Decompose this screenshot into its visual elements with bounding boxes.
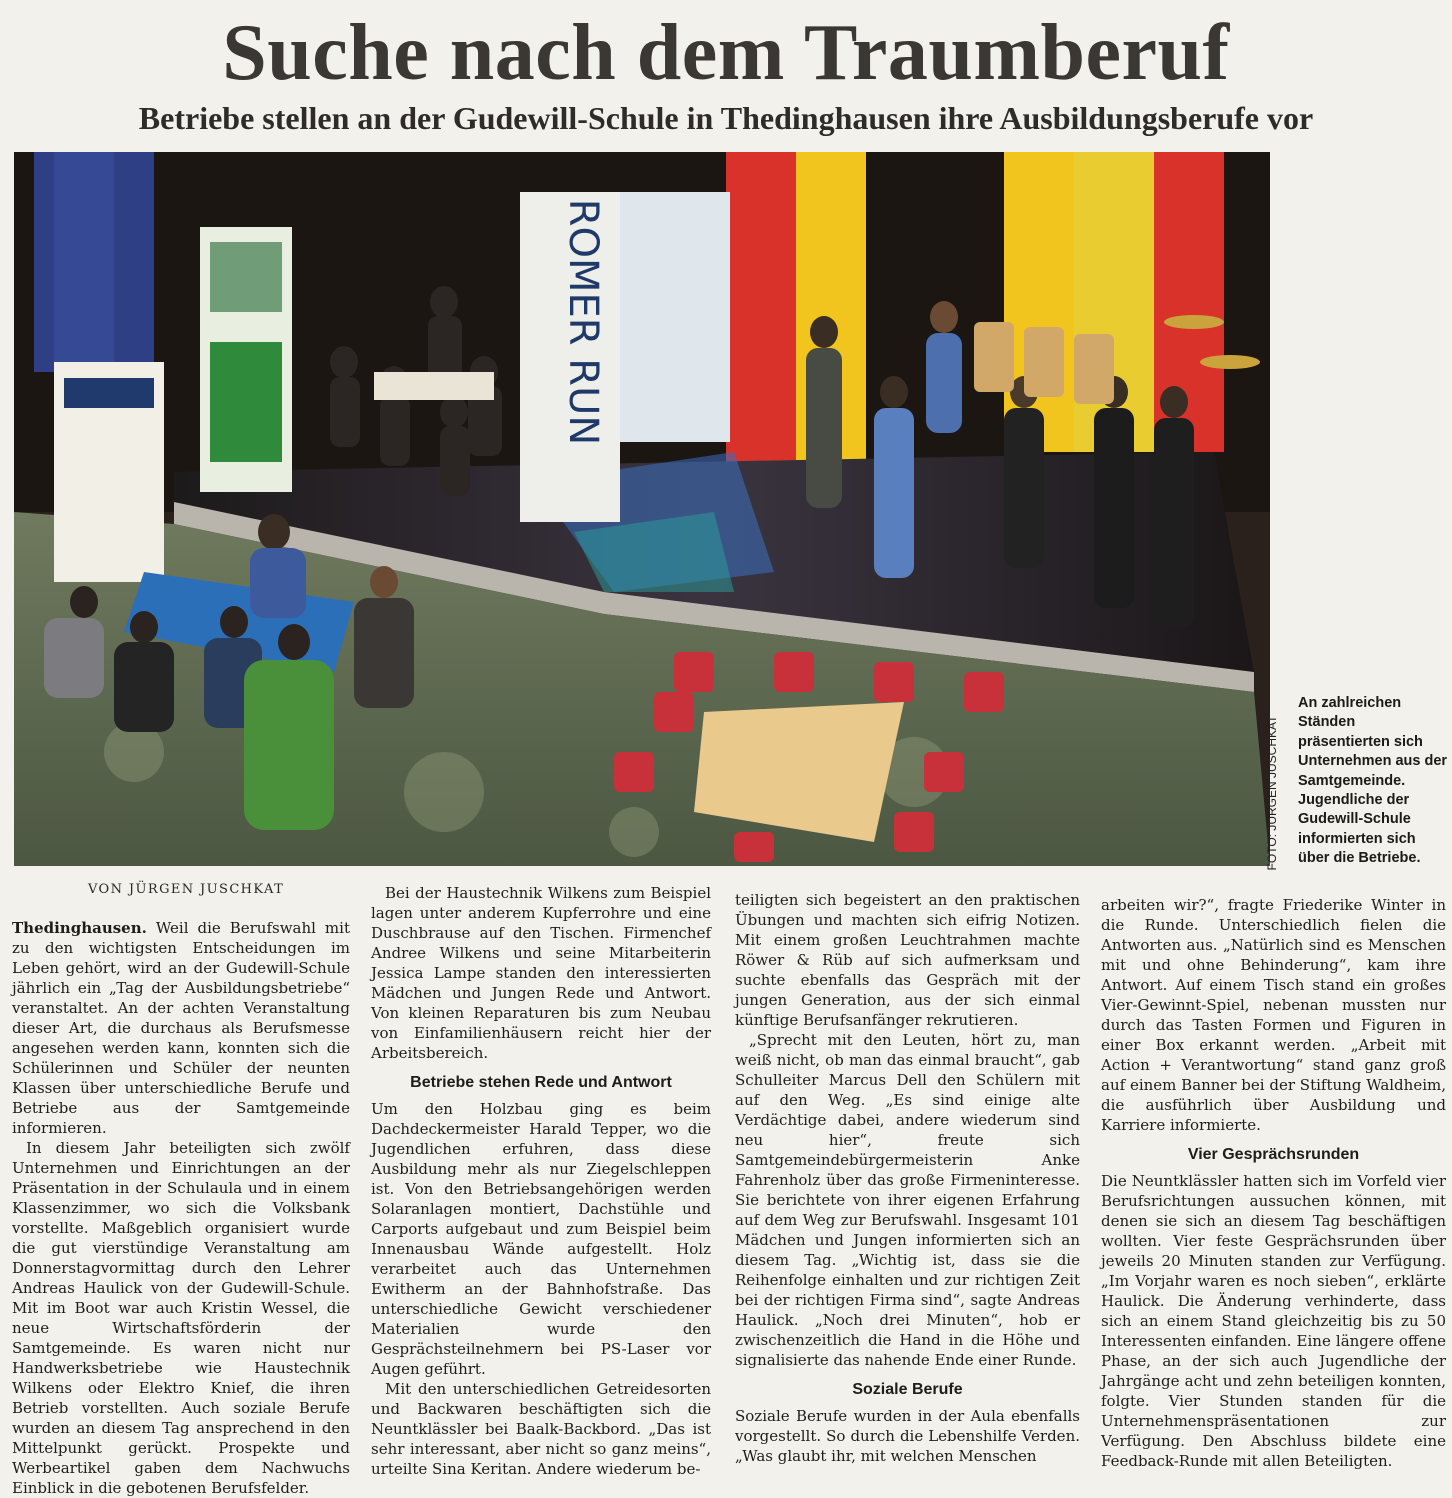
column-1 (12, 918, 350, 1498)
subheading: Soziale Berufe (852, 1381, 963, 1398)
paragraph: „Sprecht mit den Leuten, hört zu, man weiß nicht, ob man das einmal braucht“, gab Schulleiter Marcus Dell den Schülern mit auf den Weg. „Es sind einige alte Verdächtige dabei, andere wiederum sind neu hier“, freute sich Samtgemeindebürgermeisterin Anke Fahrenholz über das große Firmeninteresse. Sie berichtete von ihrer eigenen Erfahrung auf dem Weg zur Berufswahl. Insgesamt 101 Mädchen und Jungen informierten sich an diesem Tag. „Wichtig ist, dass sie die Reihenfolge einhalten und zur richtigen Zeit bei der richtigen Firma sind“, sagte Andreas Haulick. „Noch drei Minuten“, hob er zwischenzeitlich die Hand in die Höhe und signalisierte das nahende Ende einer Runde. (735, 1031, 1080, 1369)
paragraph: Um den Holzbau ging es beim Dachdeckermeister Harald Tepper, wo die Jugendlichen erfuhren, dass diese Ausbildung mehr als nur Ziegelschleppen ist. Von den Betriebsangehörigen werden Solaranlagen montiert, Dachstühle und Carports aufgebaut und zum Beispiel beim Innenausbau Wände aufgestellt. Holz verarbeitet auch das Unternehmen Ewitherm an der Bahnhofstraße. Das unterschiedliche Gewicht verschiedener Materialien wurde den Gesprächsteilnehmern bei PS-Laser vor Augen geführt. (371, 1100, 711, 1378)
paragraph-text: Weil die Berufswahl mit zu den wichtigsten Entscheidungen im Leben gehört, wird an der Gudewill-Schule jährlich ein „Tag der Ausbildungsbetriebe“ veranstaltet. An der achten Veranstaltung dieser Art, die durchaus als Berufsmesse angesehen werden kann, konnten sich die Schülerinnen und Schüler der neunten Klassen über unterschiedliche Berufe und Betriebe aus der Samtgemeinde informieren. (12, 919, 350, 1137)
column-2 (371, 883, 711, 1479)
photo-caption: An zahlreichen Ständen präsentierten sich Unternehmen aus der Samtgemeinde. Jugendliche der Gudewill-Schule informierten sich über die Betriebe. (1298, 695, 1448, 867)
dateline: Thedinghausen. (12, 919, 147, 937)
banner-text: ROMER RUN (560, 198, 606, 446)
subheading: Betriebe stehen Rede und Antwort (410, 1074, 672, 1091)
article-photo (14, 152, 1270, 866)
article-subheadline: Betriebe stellen an der Gudewill-Schule in Thedinghausen ihre Ausbildungsberufe vor (138, 100, 1314, 136)
paragraph: Soziale Berufe wurden in der Aula ebenfalls vorgestellt. So durch die Lebenshilfe Verden. „Was glaubt ihr, mit welchen Menschen (735, 1407, 1080, 1465)
subheading: Vier Gesprächsrunden (1187, 1146, 1360, 1163)
byline: VON JÜRGEN JUSCHKAT (88, 882, 285, 897)
paragraph: arbeiten wir?“, fragte Friederike Winter in die Runde. Unterschiedlich fielen die Antworten aus. „Natürlich sind es Menschen mit und ohne Behinderung“, kam ihre Antwort. Auf einem Tisch stand ein großes Vier-Gewinnt-Spiel, nebenan mussten nur durch das Tasten Formen und Figuren in einer Box erkannt werden. „Arbeit mit Action + Verantwortung“ stand ganz groß auf einem Banner bei der Stiftung Waldheim, die ausführlich über Ausbildung und Karriere informierte. (1101, 896, 1446, 1134)
column-4 (1101, 895, 1446, 1471)
photo-credit: FOTO: JÜRGEN JUSCHKAT (1265, 715, 1279, 871)
paragraph: In diesem Jahr beteiligten sich zwölf Unternehmen und Einrichtungen an der Präsentation in der Schulaula und in einem Klassenzimmer, wo sich die Volksbank vorstellte. Maßgeblich organisiert wurde die gut vierstündige Veranstaltung am Donnerstagvormittag durch den Lehrer Andreas Haulick von der Gudewill-Schule. Mit im Boot war auch Kristin Wessel, die neue Wirtschaftsförderin der Samtgemeinde. Es waren nicht nur Handwerksbetriebe wie Haustechnik Wilkens oder Elektro Knief, die ihren Betrieb vorstellten. Auch soziale Berufe wurden an diesem Tag ansprechend in den Mittelpunkt gerückt. Prospekte und Werbeartikel gaben dem Nachwuchs Einblick in die gebotenen Berufsfelder. (12, 1139, 350, 1497)
paragraph: Die Neuntklässler hatten sich im Vorfeld vier Berufsrichtungen aussuchen können, mit denen sie sich an diesem Tag beschäftigen wollten. Vier feste Gesprächsrunden über jeweils 20 Minuten standen zur Verfügung. „Im Vorjahr waren es noch sieben“, erklärte Haulick. Die Änderung verhinderte, dass sich an einem Stand gleichzeitig bis zu 50 Interessenten einfanden. Eine längere offene Phase, an der sich auch Jugendliche der Jahrgänge acht und zehn beteiligen konnten, folgte. Vier Stunden standen für die Unternehmenspräsentationen zur Verfügung. Den Abschluss bildete eine Feedback-Runde mit allen Beteiligten. (1101, 1172, 1446, 1470)
paragraph: Bei der Haustechnik Wilkens zum Beispiel lagen unter anderem Kupferrohre und eine Duschbrause auf den Tischen. Firmenchef Andree Wilkens und seine Mitarbeiterin Jessica Lampe standen den interessierten Mädchen und Jungen Rede und Antwort. Von kleinen Reparaturen bis zum Neubau von Einfamilienhäusern reicht hier der Arbeitsbereich. (371, 884, 711, 1062)
paragraph: teiligten sich begeistert an den praktischen Übungen und machten sich eifrig Notizen. Mit einem großen Leuchtrahmen machte Röwer & Rüb auf sich aufmerksam und suchte ebenfalls das Gespräch mit der jungen Generation, aus der sich einmal künftige Berufsanfänger rekrutieren. (735, 891, 1080, 1029)
column-3 (735, 890, 1080, 1466)
article-headline: Suche nach dem Traumberuf (222, 9, 1230, 97)
paragraph: Mit den unterschiedlichen Getreidesorten und Backwaren beschäftigten sich die Neuntklässler bei Baalk-Backbord. „Das ist sehr interessant, aber nicht so ganz meins“, urteilte Sina Keritan. Andere wiederum be- (371, 1380, 711, 1478)
paragraph (12, 918, 350, 1138)
